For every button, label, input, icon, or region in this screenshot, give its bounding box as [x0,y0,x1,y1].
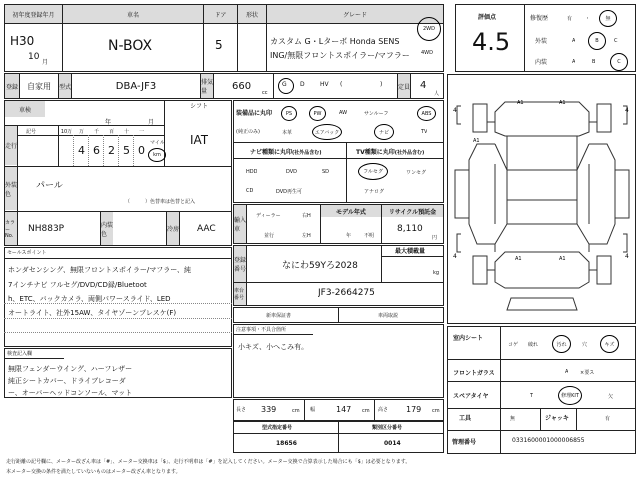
shift-label: シフト [190,103,209,110]
nav-hdd: HDD [246,169,258,175]
windshield-a: A [565,369,569,375]
reg-label: 登録 [5,74,19,98]
equip-airbag: エアバック [314,129,340,136]
inspection-month: 月 [148,119,155,126]
diagram-4-tl: 4 [453,107,457,114]
import-dealer: ディーラー [256,213,281,219]
nav-sub: (社外品含む) [292,150,322,156]
int-grade-a: A [572,59,576,65]
footer-line-2: 本メーター交換の条件を満たしていないものはメーター改ざん車となります。 [6,469,181,475]
class-value: 0014 [384,440,401,447]
exterior-grade-label: 外装 [535,38,548,45]
int-grade-c-circle [610,53,628,71]
seat-yogore: 汚れ [556,341,567,348]
equip-navi: ナビ [378,129,389,136]
manual-label: 車両取説 [378,313,399,319]
month-unit: 月 [42,59,49,66]
int-grade-c: C [617,59,621,65]
fuel-close: ) [380,81,383,88]
exterior-note: （ ）色替車は色替と記入 [125,199,196,205]
mileage-unit-4: 十 [123,129,129,135]
sales-line-1: ホンダセンシング、無限フロントスポイラー/マフラー、純 [8,266,191,274]
mileage-unit-5: 一 [138,129,144,135]
seat-kizu: キズ [604,341,615,348]
nav-dvd-play: DVD再生可 [276,189,303,195]
int-grade-b: B [592,59,596,65]
seat-kizu-circle [600,335,619,353]
door-label: ドア [204,5,237,23]
grade-label: グレード [267,5,443,23]
mileage-mile: マイル [150,140,165,146]
import-label: 輸入車 [234,205,246,243]
fuel-d: D [300,81,305,88]
shape-label: 形状 [238,5,266,23]
interior-color-label: 内装色 [101,212,113,245]
drive-2wd: 2WD [423,26,435,32]
repair-label: 修復歴 [530,15,549,22]
chassis-label: 車台番号 [234,283,246,305]
control-value: 0331600001000006855 [512,437,585,444]
person-unit: 人 [434,91,440,97]
model-cert-label: 型式指定番号 [262,425,293,431]
length-value: 339 [261,405,277,414]
footer-line-1: 走行距離の記号欄に、メーター改ざん車は「#」、メーター交換車は「$」、走行不明車は「#」を記入してください。メーター交換で合算表示した場合にも「$」は必要となります。 [6,459,411,465]
diagram-a1-bottom: A1 [515,256,522,262]
nav-header-text: ナビ種類に丸印 [250,149,293,156]
mileage-digit-1: 4 [78,144,85,157]
diagram-a1-left: A1 [473,138,480,144]
height-cm: cm [432,408,440,414]
warranty-label: 新車保証書 [266,313,292,319]
repair-none: 無 [605,16,611,22]
model-year-label: モデル年式 [321,205,381,217]
height-label: 高さ [378,407,389,413]
recycle-label: リサイクル預託金 [382,205,443,217]
first-reg-label: 初年度登録年月 [5,5,62,23]
color-code-label: カラーNo. [5,212,17,245]
plate-label: 登録番号 [234,246,246,282]
nav-header [250,147,322,156]
sales-line-2: 7インチナビ フルセグ/DVD/CD録/Bluetoot [8,281,147,289]
recycle-yen: 円 [432,235,438,241]
seat-yabure: 破れ [528,342,539,348]
inspection-year: 年 [105,119,112,126]
ac-label: 冷房 [167,212,179,245]
width-value: 147 [336,405,352,414]
model-value: DBA-JF3 [115,80,157,92]
reg-value: 自家用 [27,81,51,91]
ext-grade-a: A [572,38,576,44]
inspector-line-3: ー、オーバーヘッドコンソール、マット [8,389,133,397]
spare-t: T [530,393,534,399]
drive-2wd-circle [417,17,441,41]
control-label: 管理番号 [452,439,477,446]
diagram-a1-bottom2: A1 [559,256,566,262]
notes-value: 小キズ、小へこみ有。 [238,343,309,351]
mileage-km: km [153,152,161,158]
model-cert-value: 18656 [276,440,297,447]
seat-ana: 穴 [582,342,588,348]
ext-grade-b: B [595,38,599,44]
mileage-unit-2: 千 [93,129,99,135]
displacement-label: 排気量 [201,74,213,98]
model-year-year: 年 [346,233,352,239]
diagram-4-br: 4 [625,253,629,260]
score-label: 評価点 [478,14,497,21]
notes-block [233,324,444,398]
exterior-value: パール [36,181,63,191]
seat-yogore-circle [552,335,571,353]
inspector-label: 検査記入欄 [7,351,33,357]
chassis-value: JF3-2664275 [318,288,375,298]
diagram-a1-top: A1 [517,100,524,106]
car-name-value: N-BOX [108,38,153,54]
exterior-label: 外装色 [5,167,17,210]
jack-value: 有 [605,416,611,422]
grade-line-1: カスタム G・Lターボ Honda SENS [270,37,400,46]
mileage-digit-3: 2 [108,144,115,157]
tools-value: 無 [510,416,516,422]
ext-grade-b-circle [588,32,606,50]
equip-aw: AW [339,110,348,116]
capacity-label: 定員 [398,74,410,98]
fuel-hv: HV [320,81,329,88]
ac-value: AAC [197,224,216,234]
tv-fullseg: フルセグ [363,169,383,175]
inspector-line-1: 無限フェンダーウイング、ハーフレザー [8,365,133,373]
equip-abs: ABS [421,110,432,117]
spare-none: 欠 [608,394,614,400]
shift-value: IAT [190,133,209,147]
width-cm: cm [362,408,370,414]
car-name-label: 車名 [63,5,203,23]
tv-oneseg: ワンセグ [406,170,427,176]
interior-grade-label: 内装 [535,59,548,66]
repair-yes: 有 [567,16,573,22]
equip-ps: PS [285,110,293,117]
diagram-4-tr: 4 [625,107,629,114]
inspector-line-2: 純正シートカバー、ドライブレコーダ [8,377,126,385]
nav-sd: SD [322,169,330,175]
mileage-digit-5: 0 [138,144,145,157]
width-label: 幅 [310,407,316,413]
door-count: 5 [215,38,223,52]
mileage-label: 走行 [5,126,17,165]
tv-analog: アナログ [364,189,385,195]
equip-ps-circle [281,106,297,121]
max-load-kg: kg [433,270,440,276]
capacity-value: 4 [420,80,427,91]
tools-label: 工具 [459,415,472,422]
spare-kit: 修理KIT [561,393,579,399]
equip-leather: 本革 [282,130,293,136]
equip-tv: TV [421,129,428,135]
tv-sub: (社外品含む) [394,150,425,156]
length-label: 長さ [236,407,247,413]
model-label: 型式 [59,74,71,98]
equip-navi-circle [374,124,394,140]
score-value: 4.5 [472,28,511,56]
plate-value: なにわ59Yろ2028 [282,261,358,271]
mileage-unit-1: 万 [78,129,84,135]
equipment-label: 装備品に丸印 [236,110,273,117]
equipment-sub: (純正のみ) [236,129,260,135]
mileage-digit-2: 6 [93,144,100,157]
tv-header-text: TV種類に丸印 [356,149,395,156]
grade-line-2: ING/無限フロントスポイラー/マフラー [270,51,410,60]
inspection-label: 車検 [5,101,45,117]
displacement-value: 660 [232,81,252,92]
diagram-a1-top2: A1 [559,100,566,106]
first-reg-month: 10 [28,52,40,62]
mileage-kigou: 記号 [26,129,37,135]
equip-airbag-circle [312,124,342,140]
import-left: 左H [302,233,311,239]
mileage-km-circle [148,148,166,162]
diagram-4-bl: 4 [453,253,457,260]
windshield-replace: ×要ス [580,370,595,376]
tv-fullseg-circle [358,163,388,180]
import-parallel: 並行 [264,233,275,239]
car-diagram-svg [447,74,636,324]
sales-line-4: オートライト、社外15AW、タイヤゾーンプレスケ(F) [8,309,177,317]
sales-line-3: h、ETC、バックカメラ、両側パワースライド、LED [8,295,171,303]
spare-kit-circle [558,386,582,405]
jack-label: ジャッキ [545,415,569,422]
drive-4wd: 4WD [421,50,433,56]
mileage-unit-0: 10万 [60,129,73,135]
windshield-label: フロントガラス [453,370,495,377]
fuel-g: G [282,81,287,88]
notes-label: 注意事項・不具合箇所 [236,327,287,333]
cc-unit: cc [262,90,268,96]
ext-grade-c: C [614,38,618,44]
import-right: 右H [302,213,311,219]
spare-label: スペアタイヤ [453,393,489,400]
max-load-label: 最大積載量 [395,248,426,255]
seat-koge: コゲ [508,342,519,348]
repair-none-circle [599,10,617,27]
height-value: 179 [406,405,422,414]
equip-pw: PW [313,110,322,117]
equip-pw-circle [309,106,326,121]
recycle-value: 8,110 [397,224,423,234]
tv-header [356,147,424,156]
first-reg-value: H30 [10,34,35,48]
sales-label: セールスポイント [7,250,47,256]
nav-dvd: DVD [286,169,298,175]
nav-cd: CD [246,188,254,194]
fuel-open: ( [340,81,343,88]
class-label: 類別区分番号 [372,425,403,431]
color-code-value: NH883P [28,224,65,234]
length-cm: cm [292,408,300,414]
model-year-unknown: 不明 [364,233,375,239]
equip-sunroof: サンルーフ [364,111,389,117]
equip-abs-circle [417,106,436,121]
mileage-unit-3: 百 [108,129,114,135]
interior-seat-label: 室内シート [453,335,484,342]
mileage-digit-4: 5 [123,144,130,157]
